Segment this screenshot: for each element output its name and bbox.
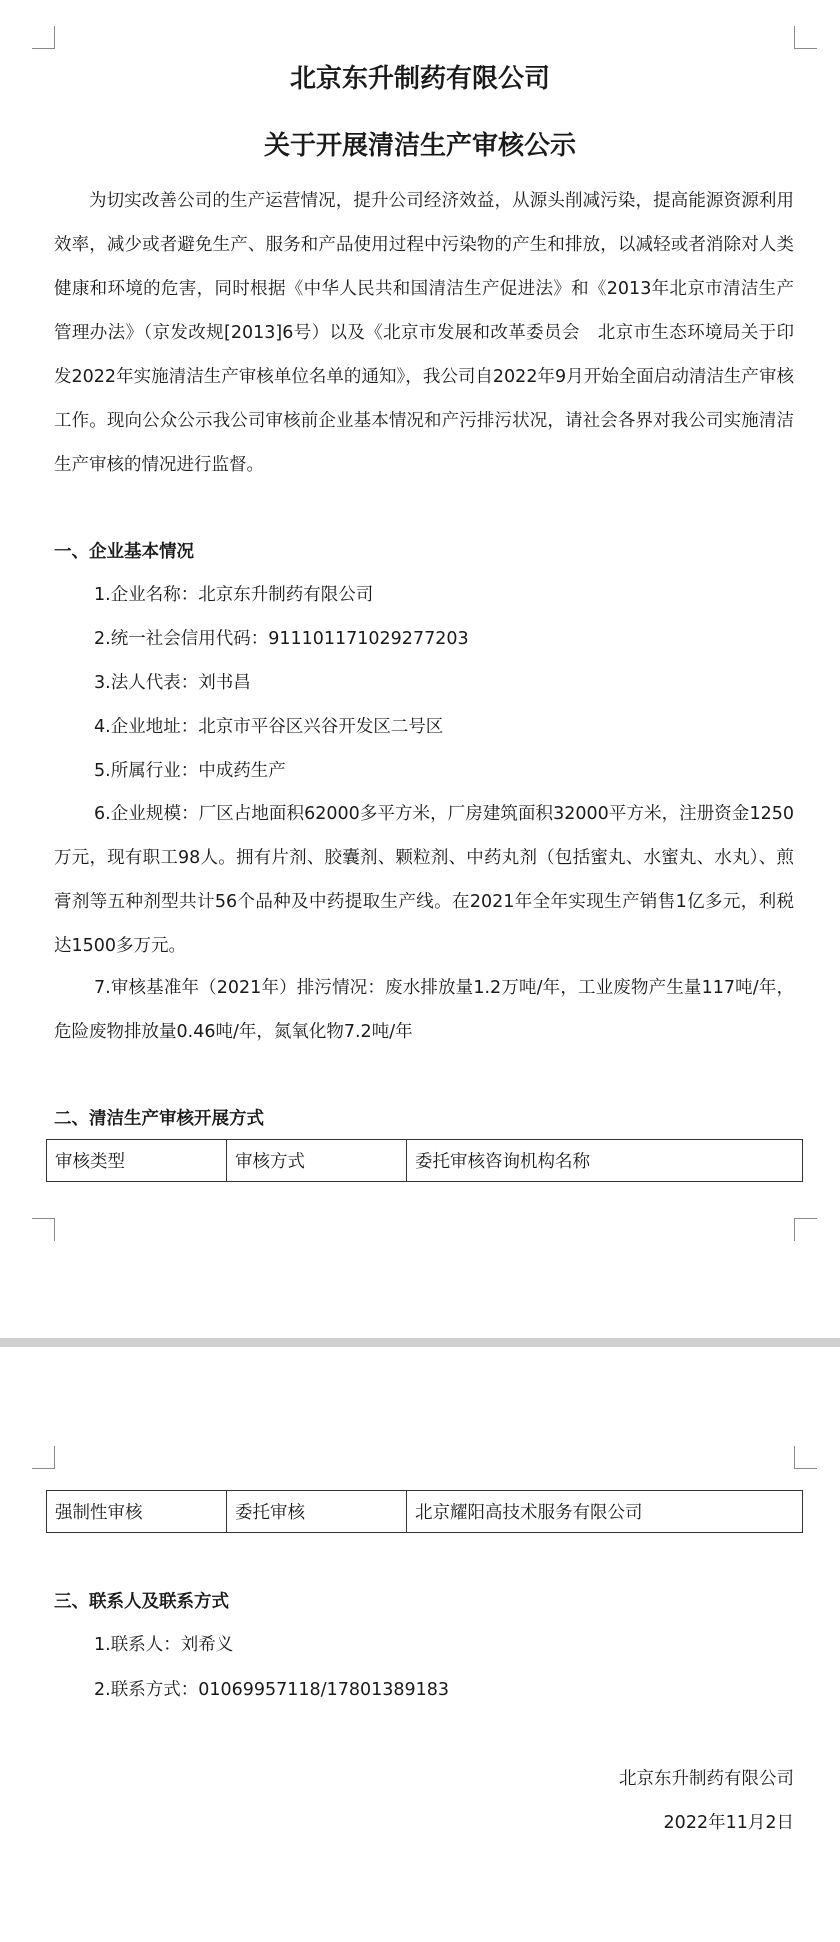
table-cell: 委托审核 bbox=[227, 1491, 407, 1533]
list-item: 1.企业名称：北京东升制药有限公司 bbox=[94, 585, 374, 605]
table-cell: 审核类型 bbox=[47, 1140, 227, 1182]
signature-company: 北京东升制药有限公司 bbox=[619, 1769, 794, 1789]
page-separator bbox=[0, 1338, 840, 1347]
section3-heading: 三、联系人及联系方式 bbox=[54, 1592, 229, 1612]
audit-table-header bbox=[46, 1139, 803, 1182]
table-cell: 强制性审核 bbox=[47, 1491, 227, 1533]
section2-heading: 二、清洁生产审核开展方式 bbox=[54, 1109, 264, 1129]
intro-paragraph: 为切实改善公司的生产运营情况，提升公司经济效益，从源头削减污染，提高能源资源利用效率，减少或者避免生产、服务和产品使用过程中污染物的产生和排放，以减轻或者消除对人类健康和环境的危害，同时根据《中华人民共和国清洁生产促进法》和《2013年北京市清洁生产管理办法》（京发改规[2013]6号）以及《北京市发展和改革委员会 北京市生态环境局关于印发2022年实施清洁生产审核单位名单的通知》，我公司自2022年9月开始全面启动清洁生产审核工作。现向公众公示我公司审核前企业基本情况和产污排污状况，请社会各界对我公司实施清洁生产审核的情况进行监督。 bbox=[54, 191, 794, 475]
page-title: 关于开展清洁生产审核公示 bbox=[263, 131, 576, 161]
corner-mark bbox=[794, 26, 817, 49]
table-row bbox=[47, 1491, 803, 1533]
list-item: 2.联系方式：01069957118/17801389183 bbox=[94, 1680, 450, 1700]
corner-mark bbox=[794, 1446, 817, 1469]
table-cell: 审核方式 bbox=[227, 1140, 407, 1182]
list-item-scale: 6.企业规模：厂区占地面积62000多平方米，厂房建筑面积32000平方米，注册资金1250万元，现有职工98人。拥有片剂、胶囊剂、颗粒剂、中药丸剂（包括蜜丸、水蜜丸、水丸）、煎膏剂等五种剂型共计56个品种及中药提取生产线。在2021年全年实现生产销售1亿多元，利税达1500多万元。 bbox=[54, 804, 794, 956]
list-item: 5.所属行业：中成药生产 bbox=[94, 761, 286, 781]
company-title: 北京东升制药有限公司 bbox=[289, 64, 550, 94]
list-item-emissions: 7.审核基准年（2021年）排污情况：废水排放量1.2万吨/年，工业废物产生量117吨/年，危险废物排放量0.46吨/年，氮氧化物7.2吨/年 bbox=[54, 978, 794, 1042]
section1-heading: 一、企业基本情况 bbox=[54, 542, 194, 562]
signature-date: 2022年11月2日 bbox=[663, 1813, 794, 1833]
table-cell: 委托审核咨询机构名称 bbox=[407, 1140, 803, 1182]
corner-mark bbox=[32, 26, 55, 49]
audit-table-body bbox=[46, 1490, 803, 1533]
list-item: 3.法人代表：刘书昌 bbox=[94, 673, 251, 693]
corner-mark bbox=[32, 1218, 55, 1241]
list-item: 2.统一社会信用代码：911101171029277203 bbox=[94, 629, 469, 649]
corner-mark bbox=[794, 1218, 817, 1241]
table-cell: 北京耀阳高技术服务有限公司 bbox=[407, 1491, 803, 1533]
table-row bbox=[47, 1140, 803, 1182]
list-item: 1.联系人：刘希义 bbox=[94, 1635, 234, 1655]
list-item: 4.企业地址：北京市平谷区兴谷开发区二号区 bbox=[94, 717, 444, 737]
corner-mark bbox=[32, 1446, 55, 1469]
